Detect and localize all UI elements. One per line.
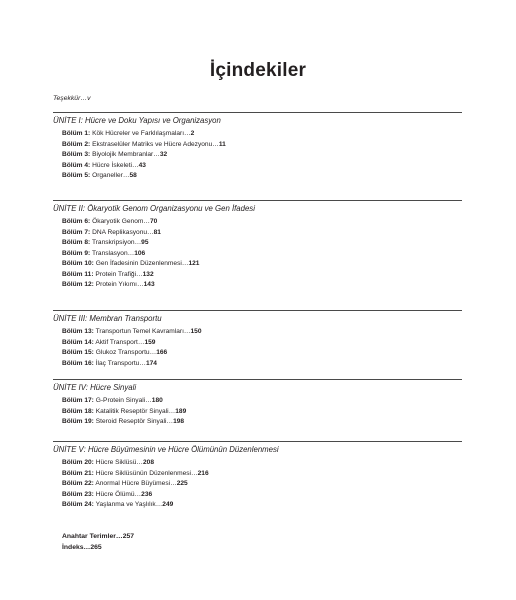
chapter-entry[interactable] [53, 161, 462, 172]
chapter-name: Hücre İskeleti… [92, 161, 139, 169]
chapter-page: 11 [218, 140, 226, 148]
acknowledgment-entry[interactable]: Teşekkür…v [53, 95, 91, 102]
chapter-entry[interactable] [53, 490, 462, 501]
chapter-page: 159 [144, 338, 156, 346]
chapter-label: Bölüm 4: [62, 161, 91, 169]
chapter-name: İlaç Transportu… [95, 359, 146, 367]
unit-section [53, 112, 462, 182]
unit-section [53, 310, 462, 369]
back-matter [62, 531, 134, 553]
chapter-label: Bölüm 16: [62, 359, 94, 367]
chapter-label: Bölüm 18: [62, 407, 94, 415]
chapter-label: Bölüm 13: [62, 328, 94, 335]
chapter-name: Yaşlanma ve Yaşlılık… [95, 501, 163, 508]
chapter-entry[interactable] [53, 140, 462, 151]
index-label: İndeks… [62, 544, 91, 551]
chapter-label: Bölüm 6: [62, 218, 91, 225]
chapter-label: Bölüm 14: [62, 338, 94, 346]
chapter-page: 143 [143, 281, 155, 288]
chapter-label: Bölüm 10: [62, 260, 94, 267]
chapter-name: Aktif Transport… [95, 338, 145, 346]
chapter-page: 121 [188, 260, 200, 267]
chapter-entry[interactable] [53, 238, 462, 249]
unit-divider [53, 379, 462, 380]
chapter-page: 174 [145, 359, 157, 367]
chapter-page: 249 [162, 501, 174, 508]
chapter-label: Bölüm 15: [62, 349, 94, 356]
chapter-entry[interactable] [53, 479, 462, 490]
chapter-entry[interactable] [53, 249, 462, 260]
chapter-page: 2 [190, 130, 195, 137]
chapter-entry[interactable] [53, 150, 462, 161]
unit-section [53, 379, 462, 428]
chapter-entry[interactable] [53, 129, 462, 140]
chapter-page: 208 [143, 459, 155, 466]
unit-title[interactable]: ÜNİTE II: Ökaryotik Genom Organizasyonu ve Gen İfadesi [53, 204, 255, 213]
chapter-name: Transportun Temel Kavramları… [95, 328, 191, 335]
chapter-entry[interactable] [53, 417, 462, 428]
unit-divider [53, 112, 462, 113]
chapter-entry[interactable] [53, 348, 462, 359]
chapter-page: 70 [149, 218, 158, 225]
chapter-entry[interactable] [53, 327, 462, 338]
chapter-name: Organeller… [92, 172, 130, 179]
chapter-name: Anormal Hücre Büyümesi… [95, 480, 177, 487]
chapter-label: Bölüm 19: [62, 418, 94, 425]
chapter-name: Transkripsiyon… [91, 239, 142, 246]
chapter-label: Bölüm 8: [62, 239, 91, 246]
chapter-entry[interactable] [53, 259, 462, 270]
chapter-page: 225 [176, 480, 188, 487]
chapter-label: Bölüm 2: [62, 140, 91, 148]
chapter-name: Ekstraselüler Matriks ve Hücre Adezyonu… [92, 140, 219, 148]
chapter-page: 95 [141, 239, 149, 246]
chapter-entry[interactable] [53, 171, 462, 182]
chapter-entry[interactable] [53, 500, 462, 511]
chapter-page: 32 [159, 151, 168, 158]
chapter-page: 150 [190, 328, 202, 335]
chapter-name: Translasyon… [91, 249, 135, 257]
chapter-page: 236 [141, 490, 153, 498]
chapter-entry[interactable] [53, 396, 462, 407]
chapter-name: Protein Yıkımı… [95, 281, 144, 288]
chapter-page: 43 [138, 161, 146, 169]
chapter-page: 106 [134, 249, 146, 257]
unit-section [53, 200, 462, 291]
chapter-entry[interactable] [53, 458, 462, 469]
chapter-name: Steroid Reseptör Sinyali… [95, 418, 174, 425]
chapter-entry[interactable] [53, 338, 462, 349]
chapter-page: 132 [142, 270, 154, 278]
chapter-page: 166 [156, 349, 168, 356]
unit-title[interactable]: ÜNİTE I: Hücre ve Doku Yapısı ve Organizasyon [53, 116, 221, 125]
chapter-entry[interactable] [53, 217, 462, 228]
unit-title[interactable]: ÜNİTE IV: Hücre Sinyali [53, 383, 137, 392]
chapter-label: Bölüm 3: [62, 151, 91, 158]
key-terms-page: 257 [122, 533, 135, 540]
chapter-page: 216 [197, 469, 209, 477]
unit-section [53, 441, 462, 511]
chapter-name: Biyolojik Membranlar… [92, 151, 160, 158]
chapter-name: G-Protein Sinyali… [95, 397, 152, 404]
chapter-page: 189 [175, 407, 187, 415]
unit-divider [53, 200, 462, 201]
chapter-page: 58 [129, 172, 137, 179]
chapter-name: Hücre Siklüsünün Düzenlenmesi… [95, 469, 198, 477]
chapter-entry[interactable] [53, 407, 462, 418]
chapter-label: Bölüm 21: [62, 469, 94, 477]
chapter-label: Bölüm 1: [62, 130, 91, 137]
chapter-entry[interactable] [53, 359, 462, 370]
key-terms-label: Anahtar Terimler… [62, 533, 123, 540]
chapter-page: 198 [173, 418, 185, 425]
chapter-label: Bölüm 9: [62, 249, 91, 257]
chapter-label: Bölüm 5: [62, 172, 91, 179]
unit-divider [53, 310, 462, 311]
chapter-label: Bölüm 17: [62, 397, 94, 404]
chapter-name: Protein Trafiği… [95, 270, 143, 278]
chapter-name: Ökaryotik Genom… [92, 218, 150, 225]
chapter-name: Katalitik Reseptör Sinyali… [95, 407, 176, 415]
chapter-label: Bölüm 11: [62, 270, 94, 278]
index-entry[interactable] [62, 542, 134, 553]
unit-title[interactable]: ÜNİTE V: Hücre Büyümesinin ve Hücre Ölümünün Düzenlenmesi [53, 445, 279, 454]
chapter-entry[interactable] [53, 280, 462, 291]
chapter-page: 81 [153, 228, 161, 236]
unit-divider [53, 441, 462, 442]
chapter-entry[interactable] [53, 270, 462, 281]
chapter-name: DNA Replikasyonu… [92, 228, 154, 236]
chapter-page: 180 [151, 397, 163, 404]
chapter-name: Gen İfadesinin Düzenlenmesi… [95, 260, 189, 267]
chapter-label: Bölüm 12: [62, 281, 94, 288]
key-terms-entry[interactable] [62, 531, 134, 542]
chapter-name: Hücre Siklüsü… [95, 459, 143, 466]
chapter-name: Glukoz Transportu… [95, 349, 157, 356]
chapter-name: Hücre Ölümü… [95, 490, 142, 498]
page-title: İçindekiler [209, 60, 307, 81]
unit-title[interactable]: ÜNİTE III: Membran Transportu [53, 314, 162, 323]
chapter-name: Kök Hücreler ve Farklılaşmaları… [92, 130, 191, 137]
chapter-label: Bölüm 7: [62, 228, 91, 236]
chapter-entry[interactable] [53, 228, 462, 239]
chapter-entry[interactable] [53, 469, 462, 480]
index-page: 265 [90, 544, 102, 551]
chapter-label: Bölüm 23: [62, 490, 94, 498]
chapter-label: Bölüm 22: [62, 480, 94, 487]
chapter-label: Bölüm 20: [62, 459, 94, 466]
chapter-label: Bölüm 24: [62, 501, 94, 508]
